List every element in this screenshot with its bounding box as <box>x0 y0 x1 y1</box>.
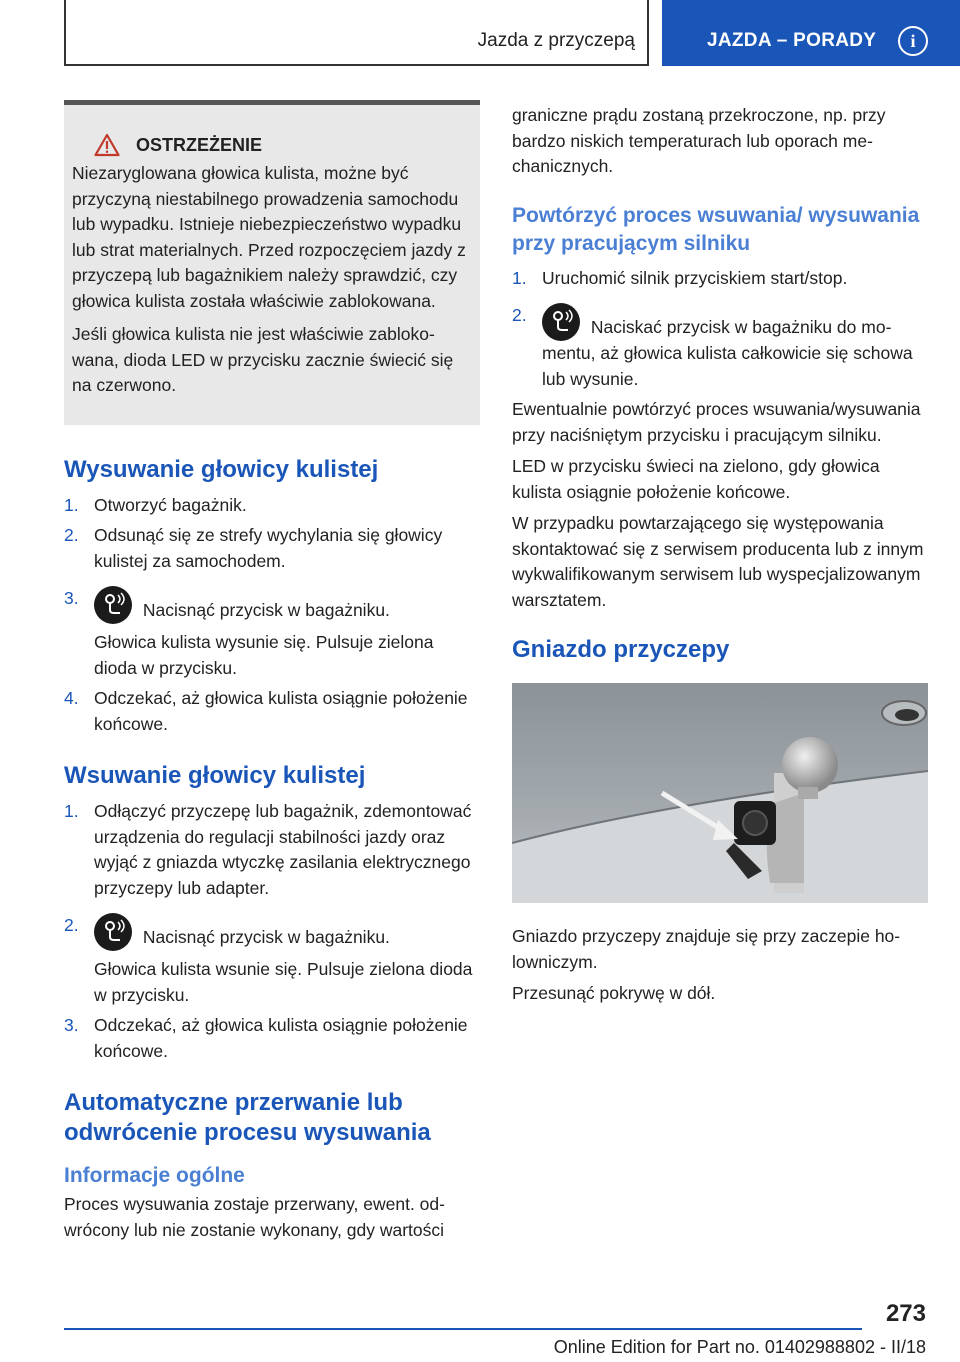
step-subtext: Głowica kulista wysunie się. Pulsuje zielona dioda w przycisku. <box>94 632 434 678</box>
step-subtext: Głowica kulista wsunie się. Pulsuje zielona dioda w przycisku. <box>94 959 473 1005</box>
list-item <box>64 493 480 519</box>
general-info-subheading: Informacje ogólne <box>64 1164 245 1187</box>
header-section-box <box>64 0 649 66</box>
warning-box <box>64 100 480 425</box>
extend-steps <box>64 493 480 738</box>
footer-edition: Online Edition for Part no. 01402988802 - II/18 <box>553 1337 926 1357</box>
step-text: Uruchomić silnik przyciskiem start/stop. <box>542 267 848 288</box>
step-text: Odczekać, aż głowica kulista osiągnie położenie końcowe. <box>94 688 468 734</box>
list-item <box>64 799 480 901</box>
socket-paragraph-2: Przesunąć pokrywę w dół. <box>512 983 716 1003</box>
step-number: 3. <box>64 1015 79 1035</box>
step-number: 2. <box>512 305 527 325</box>
section-title: Jazda z przyczepą <box>477 30 635 51</box>
step-text: Odczekać, aż głowica kulista osiągnie położenie końcowe. <box>94 1015 468 1061</box>
step-text: Nacisnąć przycisk w bagażniku. <box>142 927 390 947</box>
list-item <box>512 303 928 392</box>
step-text: Naciskać przycisk w bagażniku do momentu, aż głowica kulista całkowicie się schowa lub wysunie. <box>542 317 913 389</box>
warning-title: OSTRZEŻENIE <box>136 134 263 155</box>
list-item <box>64 586 480 681</box>
auto-paragraph: Proces wysuwania zostaje przerwany, ewent. odwrócony lub nie zostanie wykonany, gdy wartości <box>64 1194 445 1240</box>
list-item <box>512 266 928 292</box>
repeat-paragraph-1: Ewentualnie powtórzyć proces wsuwania/wysuwania przy naciśniętym przycisku i pracującym silniku. <box>512 399 921 445</box>
footer-divider <box>64 1328 862 1330</box>
step-text: Otworzyć bagażnik. <box>94 494 247 515</box>
tow-hitch-button-icon <box>94 586 132 624</box>
retract-heading: Wsuwanie głowicy kulistej <box>64 762 366 789</box>
repeat-heading: Powtórzyć proces wsuwania/ wysuwania przy pracującym silniku <box>512 203 920 255</box>
left-column <box>64 100 480 1243</box>
socket-paragraph-1: Gniazdo przyczepy znajduje się przy zaczepie holowniczym. <box>512 926 901 972</box>
step-text: Nacisnąć przycisk w bagażniku. <box>142 600 390 620</box>
socket-heading: Gniazdo przyczepy <box>512 636 730 663</box>
repeat-paragraph-3: W przypadku powtarzającego się występowania skontaktować się z serwisem producenta lub z innym wykwalifikowanym serwisem lub wyspecjalizowanym warsztatem. <box>512 513 924 610</box>
warning-header <box>72 133 472 157</box>
step-number: 1. <box>64 494 79 515</box>
right-column <box>512 100 928 1007</box>
list-item <box>64 913 480 1008</box>
warning-paragraph-1: Niezaryglowana głowica kulista, możne być przyczyną niestabilnego prowadzenia samochodu lub wypadku. Istnieje niebezpieczeństwo wypadku lub strat materialnych. Przed rozpoczęciem jazdy z przyczepą lub bagażnikiem należy sprawdzić, czy głowica kulista została właściwie zablokowana. <box>72 163 466 311</box>
repeat-paragraph-2: LED w przycisku świeci na zielono, gdy głowica kulista osiągnie położenie końcowe. <box>512 456 880 502</box>
step-number: 4. <box>64 688 79 708</box>
step-number: 1. <box>512 267 527 288</box>
list-item <box>64 686 480 737</box>
page-number: 273 <box>885 1300 926 1327</box>
step-text: Odłączyć przyczepę lub bagażnik, zdemontować urządzenia do regulacji stabilności jazdy oraz wyjąć z gniazda wtyczkę zasilania elektrycznego przyczepy lub adapter. <box>94 801 472 898</box>
chapter-title: JAZDA – PORADY <box>707 30 877 51</box>
warning-triangle-icon <box>94 133 120 157</box>
trailer-socket-photo <box>512 683 928 903</box>
step-number: 1. <box>64 801 79 821</box>
auto-paragraph-continued: graniczne prądu zostaną przekroczone, np. przy bardzo niskich temperaturach lub oporach mechanicznych. <box>512 105 886 176</box>
step-number: 2. <box>64 525 79 545</box>
list-item <box>64 523 480 574</box>
extend-heading: Wysuwanie głowicy kulistej <box>64 455 379 483</box>
list-item <box>64 1013 480 1064</box>
header-chapter-box <box>662 0 960 66</box>
repeat-steps <box>512 266 928 393</box>
step-number: 3. <box>64 588 79 608</box>
info-icon: i <box>898 26 928 56</box>
step-text: Odsunąć się ze strefy wychylania się głowicy kulistej za samochodem. <box>94 525 443 571</box>
retract-steps <box>64 799 480 1064</box>
auto-interrupt-heading: Automatyczne przerwanie lub odwrócenie procesu wysuwania <box>64 1089 431 1146</box>
warning-paragraph-2: Jeśli głowica kulista nie jest właściwie zablokowana, dioda LED w przycisku zacznie świecić się na czerwono. <box>72 324 454 395</box>
tow-hitch-button-icon <box>94 913 132 951</box>
step-number: 2. <box>64 915 79 935</box>
tow-hitch-button-icon <box>542 303 580 341</box>
